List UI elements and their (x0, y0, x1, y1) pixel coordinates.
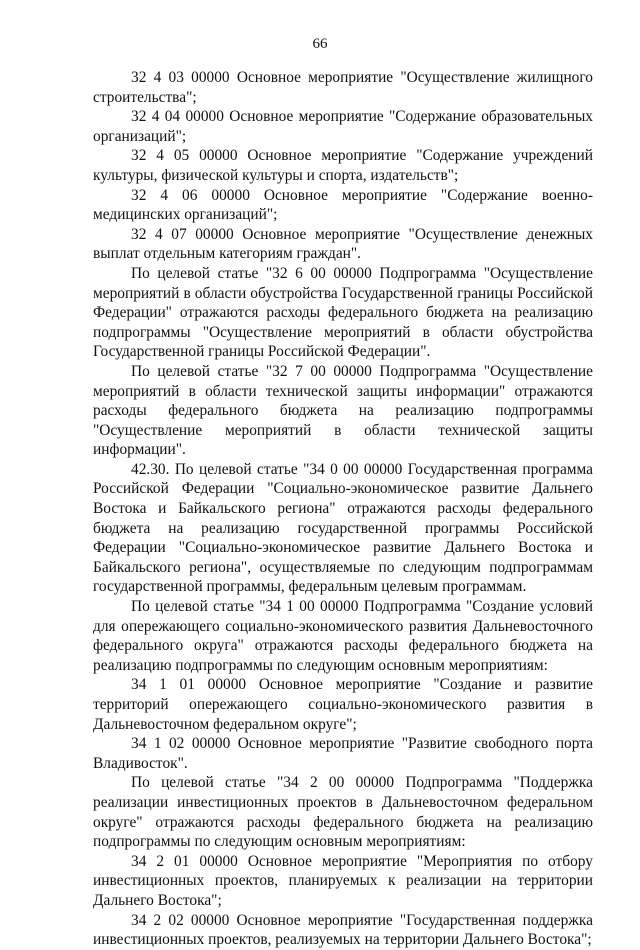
paragraph-42-30: 42.30. По целевой статье "34 0 00 00000 Государственная программа Российской Федерации "Социально-экономическое развитие Дальнего Востока и Байкальского региона" отражаются расходы федерального бюджета на реализацию государственной программы Российской Федерации "Социально-экономическое развитие Дальнего Востока и Байкальского региона", осуществляемые по следующим подпрограммам государственной программы, федеральным целевым программам. (93, 460, 593, 596)
paragraph-32-4-04: 32 4 04 00000 Основное мероприятие "Содержание образовательных организаций"; (93, 108, 593, 145)
paragraph-32-7-subprogram: По целевой статье "32 7 00 00000 Подпрограмма "Осуществление мероприятий в области технической защиты информации" отражаются расходы федерального бюджета на реализацию подпрограммы "Осуществление мероприятий в области технической защиты информации". (93, 362, 593, 459)
paragraph-34-1-01: 34 1 01 00000 Основное мероприятие "Создание и развитие территорий опережающего социально-экономического развития в Дальневосточном федеральном округе"; (93, 676, 593, 733)
paragraph-34-2-subprogram: По целевой статье "34 2 00 00000 Подпрограмма "Поддержка реализации инвестиционных проектов в Дальневосточном федеральном округе" отражаются расходы федерального бюджета на реализацию подпрограммы по следующим основным мероприятиям: (93, 774, 593, 851)
paragraph-34-2-02: 34 2 02 00000 Основное мероприятие "Государственная поддержка инвестиционных проектов, реализуемых на территории Дальнего Востока"; (93, 911, 593, 949)
paragraph-32-4-07: 32 4 07 00000 Основное мероприятие "Осуществление денежных выплат отдельным категориям граждан". (93, 225, 593, 263)
paragraph-34-2-01: 34 2 01 00000 Основное мероприятие "Мероприятия по отбору инвестиционных проектов, планируемых к реализации на территории Дальнего Востока"; (93, 852, 593, 909)
paragraph-32-4-06: 32 4 06 00000 Основное мероприятие "Содержание военно-медицинских организаций"; (93, 186, 593, 224)
paragraph-34-1-02: 34 1 02 00000 Основное мероприятие "Развитие свободного порта Владивосток". (93, 735, 593, 772)
paragraph-32-6-subprogram: По целевой статье "32 6 00 00000 Подпрограмма "Осуществление мероприятий в области обустройства Государственной границы Российской Федерации" отражаются расходы федерального бюджета на реализацию подпрограммы "Осуществление мероприятий в области обустройства Государственной границы Российской Федерации". (93, 264, 593, 361)
paragraph-32-4-03: 32 4 03 00000 Основное мероприятие "Осуществление жилищного строительства"; (93, 69, 593, 106)
document-body (93, 68, 593, 950)
page-number: 66 (312, 36, 328, 52)
paragraph-34-1-subprogram: По целевой статье "34 1 00 00000 Подпрограмма "Создание условий для опережающего социально-экономического развития Дальневосточного федерального округа" отражаются расходы федерального бюджета на реализацию подпрограммы по следующим основным мероприятиям: (93, 598, 593, 674)
paragraph-32-4-05: 32 4 05 00000 Основное мероприятие "Содержание учреждений культуры, физической культуры и спорта, издательств"; (93, 147, 593, 184)
